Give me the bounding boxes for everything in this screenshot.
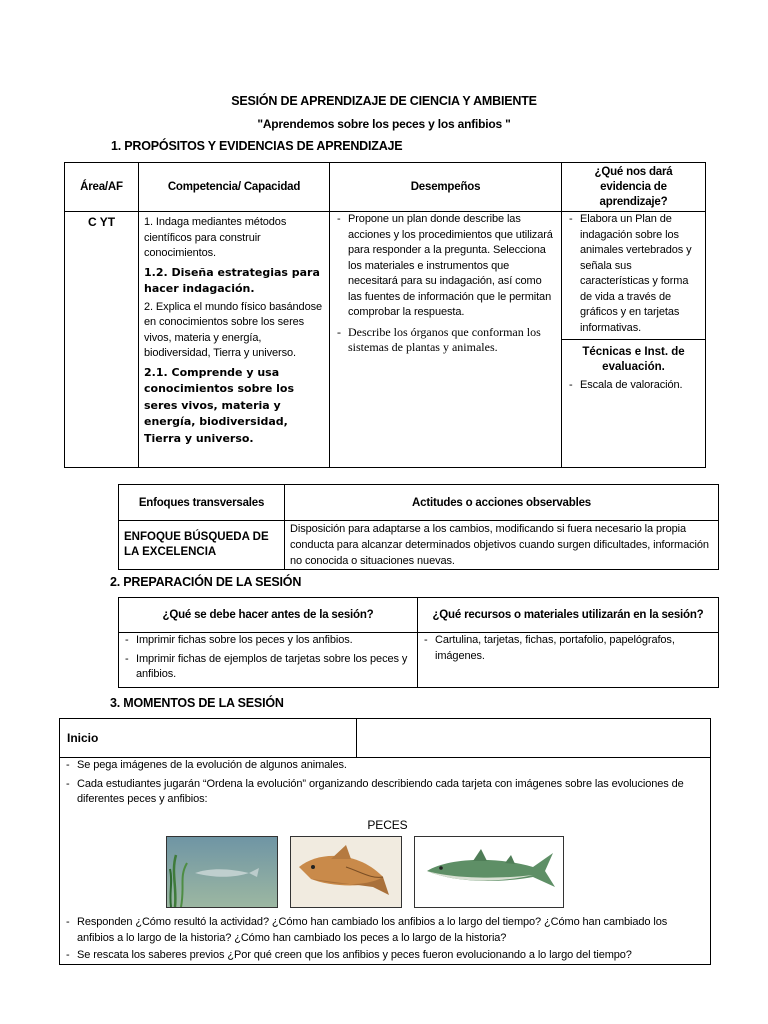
inicio-item: - Cada estudiantes jugarán “Ordena la evolución” organizando describiendo cada tarjeta con imágenes sobre las evoluciones de diferentes peces y anfibios: bbox=[65, 777, 706, 808]
inicio-content bbox=[60, 758, 711, 965]
fish-evolution-image-2 bbox=[290, 836, 402, 908]
desempeno-1: - Propone un plan donde describe las acciones y los procedimientos que utilizará para responder a la pregunta. Selecciona los materiales e instrumentos que necesitará para su indagación, así como las fuentes de información que le permitan comprobar la respuesta. bbox=[336, 212, 557, 321]
header-area: Área/AF bbox=[65, 163, 139, 212]
fish-evolution-image-1 bbox=[166, 836, 278, 908]
actitudes-header: Actitudes o acciones observables bbox=[285, 485, 719, 521]
competencia-cell bbox=[139, 212, 330, 468]
page-subtitle: "Aprendemos sobre los peces y los anfibios " bbox=[257, 117, 511, 131]
recursos-cell bbox=[418, 633, 719, 688]
enfoque-name: ENFOQUE BÚSQUEDA DE LA EXCELENCIA bbox=[119, 521, 285, 570]
peces-caption: PECES bbox=[367, 817, 408, 832]
fish-evolution-image-3 bbox=[414, 836, 564, 908]
antes-cell bbox=[119, 633, 418, 688]
preparation-table bbox=[118, 597, 719, 688]
desempeno-2: - Describe los órganos que conforman los sistemas de plantas y animales. bbox=[336, 325, 557, 355]
header-evidencia: ¿Qué nos dará evidencia de aprendizaje? bbox=[562, 163, 706, 212]
evidencia-text: - Elabora un Plan de indagación sobre los animales vertebrados y señala sus características y forma de vida a través de gráficos y en tarjetas informativas. bbox=[568, 212, 701, 336]
competencia-1-2: 1.2. Diseña estrategias para hacer indagación. bbox=[144, 265, 320, 295]
page-title: SESIÓN DE APRENDIZAJE DE CIENCIA Y AMBIENTE bbox=[231, 94, 537, 108]
header-desempenos: Desempeños bbox=[330, 163, 562, 212]
area-cell: C YT bbox=[65, 212, 139, 468]
competencia-2-1: 2.1. Comprende y usa conocimientos sobre los seres vivos, materia y energía, biodiversidad, Tierra y universo. bbox=[144, 365, 295, 445]
header-competencia: Competencia/ Capacidad bbox=[139, 163, 330, 212]
antes-item: - Imprimir fichas sobre los peces y los anfibios. bbox=[124, 633, 413, 649]
section3-heading: 3. MOMENTOS DE LA SESIÓN bbox=[110, 696, 284, 710]
inicio-item: - Responden ¿Cómo resultó la actividad? ¿Cómo han cambiado los anfibios a lo largo del tiempo? ¿Cómo han cambiado los anfibios a lo largo de la historia? ¿Cómo han cambiado los peces a lo largo de la historia? bbox=[65, 915, 706, 946]
antes-header: ¿Qué se debe hacer antes de la sesión? bbox=[119, 598, 418, 633]
enfoques-table bbox=[118, 484, 719, 570]
recursos-text: - Cartulina, tarjetas, fichas, portafolio, papelógrafos, imágenes. bbox=[423, 633, 714, 664]
section1-heading: 1. PROPÓSITOS Y EVIDENCIAS DE APRENDIZAJE bbox=[111, 139, 403, 153]
competencia-2: 2. Explica el mundo físico basándose en conocimientos sobre los seres vivos, materia y energía, biodiversidad, Tierra y universo. bbox=[144, 300, 323, 359]
moments-table bbox=[59, 718, 711, 965]
recursos-header: ¿Qué recursos o materiales utilizarán en la sesión? bbox=[418, 598, 719, 633]
actitud-text: Disposición para adaptarse a los cambios, modificando si fuera necesario la propia conducta para alcanzar determinados objetivos cuando surgen dificultades, información no conocida o situaciones nuevas. bbox=[285, 521, 719, 570]
section2-heading: 2. PREPARACIÓN DE LA SESIÓN bbox=[110, 575, 302, 589]
tecnicas-text: - Escala de valoración. bbox=[568, 378, 705, 394]
evidencia-cell bbox=[562, 212, 706, 468]
tecnicas-header: Técnicas e Inst. de evaluación. bbox=[582, 346, 685, 373]
inicio-item: - Se rescata los saberes previos ¿Por qué creen que los anfibios y peces fueron evolucionando a lo largo del tiempo? bbox=[65, 948, 706, 964]
desempenos-cell bbox=[330, 212, 562, 468]
inicio-label: Inicio bbox=[60, 719, 357, 758]
inicio-empty bbox=[357, 719, 711, 758]
antes-item: - Imprimir fichas de ejemplos de tarjetas sobre los peces y anfibios. bbox=[124, 652, 413, 683]
competencia-1: 1. Indaga mediantes métodos científicos para construir conocimientos. bbox=[144, 216, 287, 259]
purposes-table bbox=[64, 162, 706, 468]
enfoques-header: Enfoques transversales bbox=[119, 485, 285, 521]
inicio-item: - Se pega imágenes de la evolución de algunos animales. bbox=[65, 758, 706, 774]
